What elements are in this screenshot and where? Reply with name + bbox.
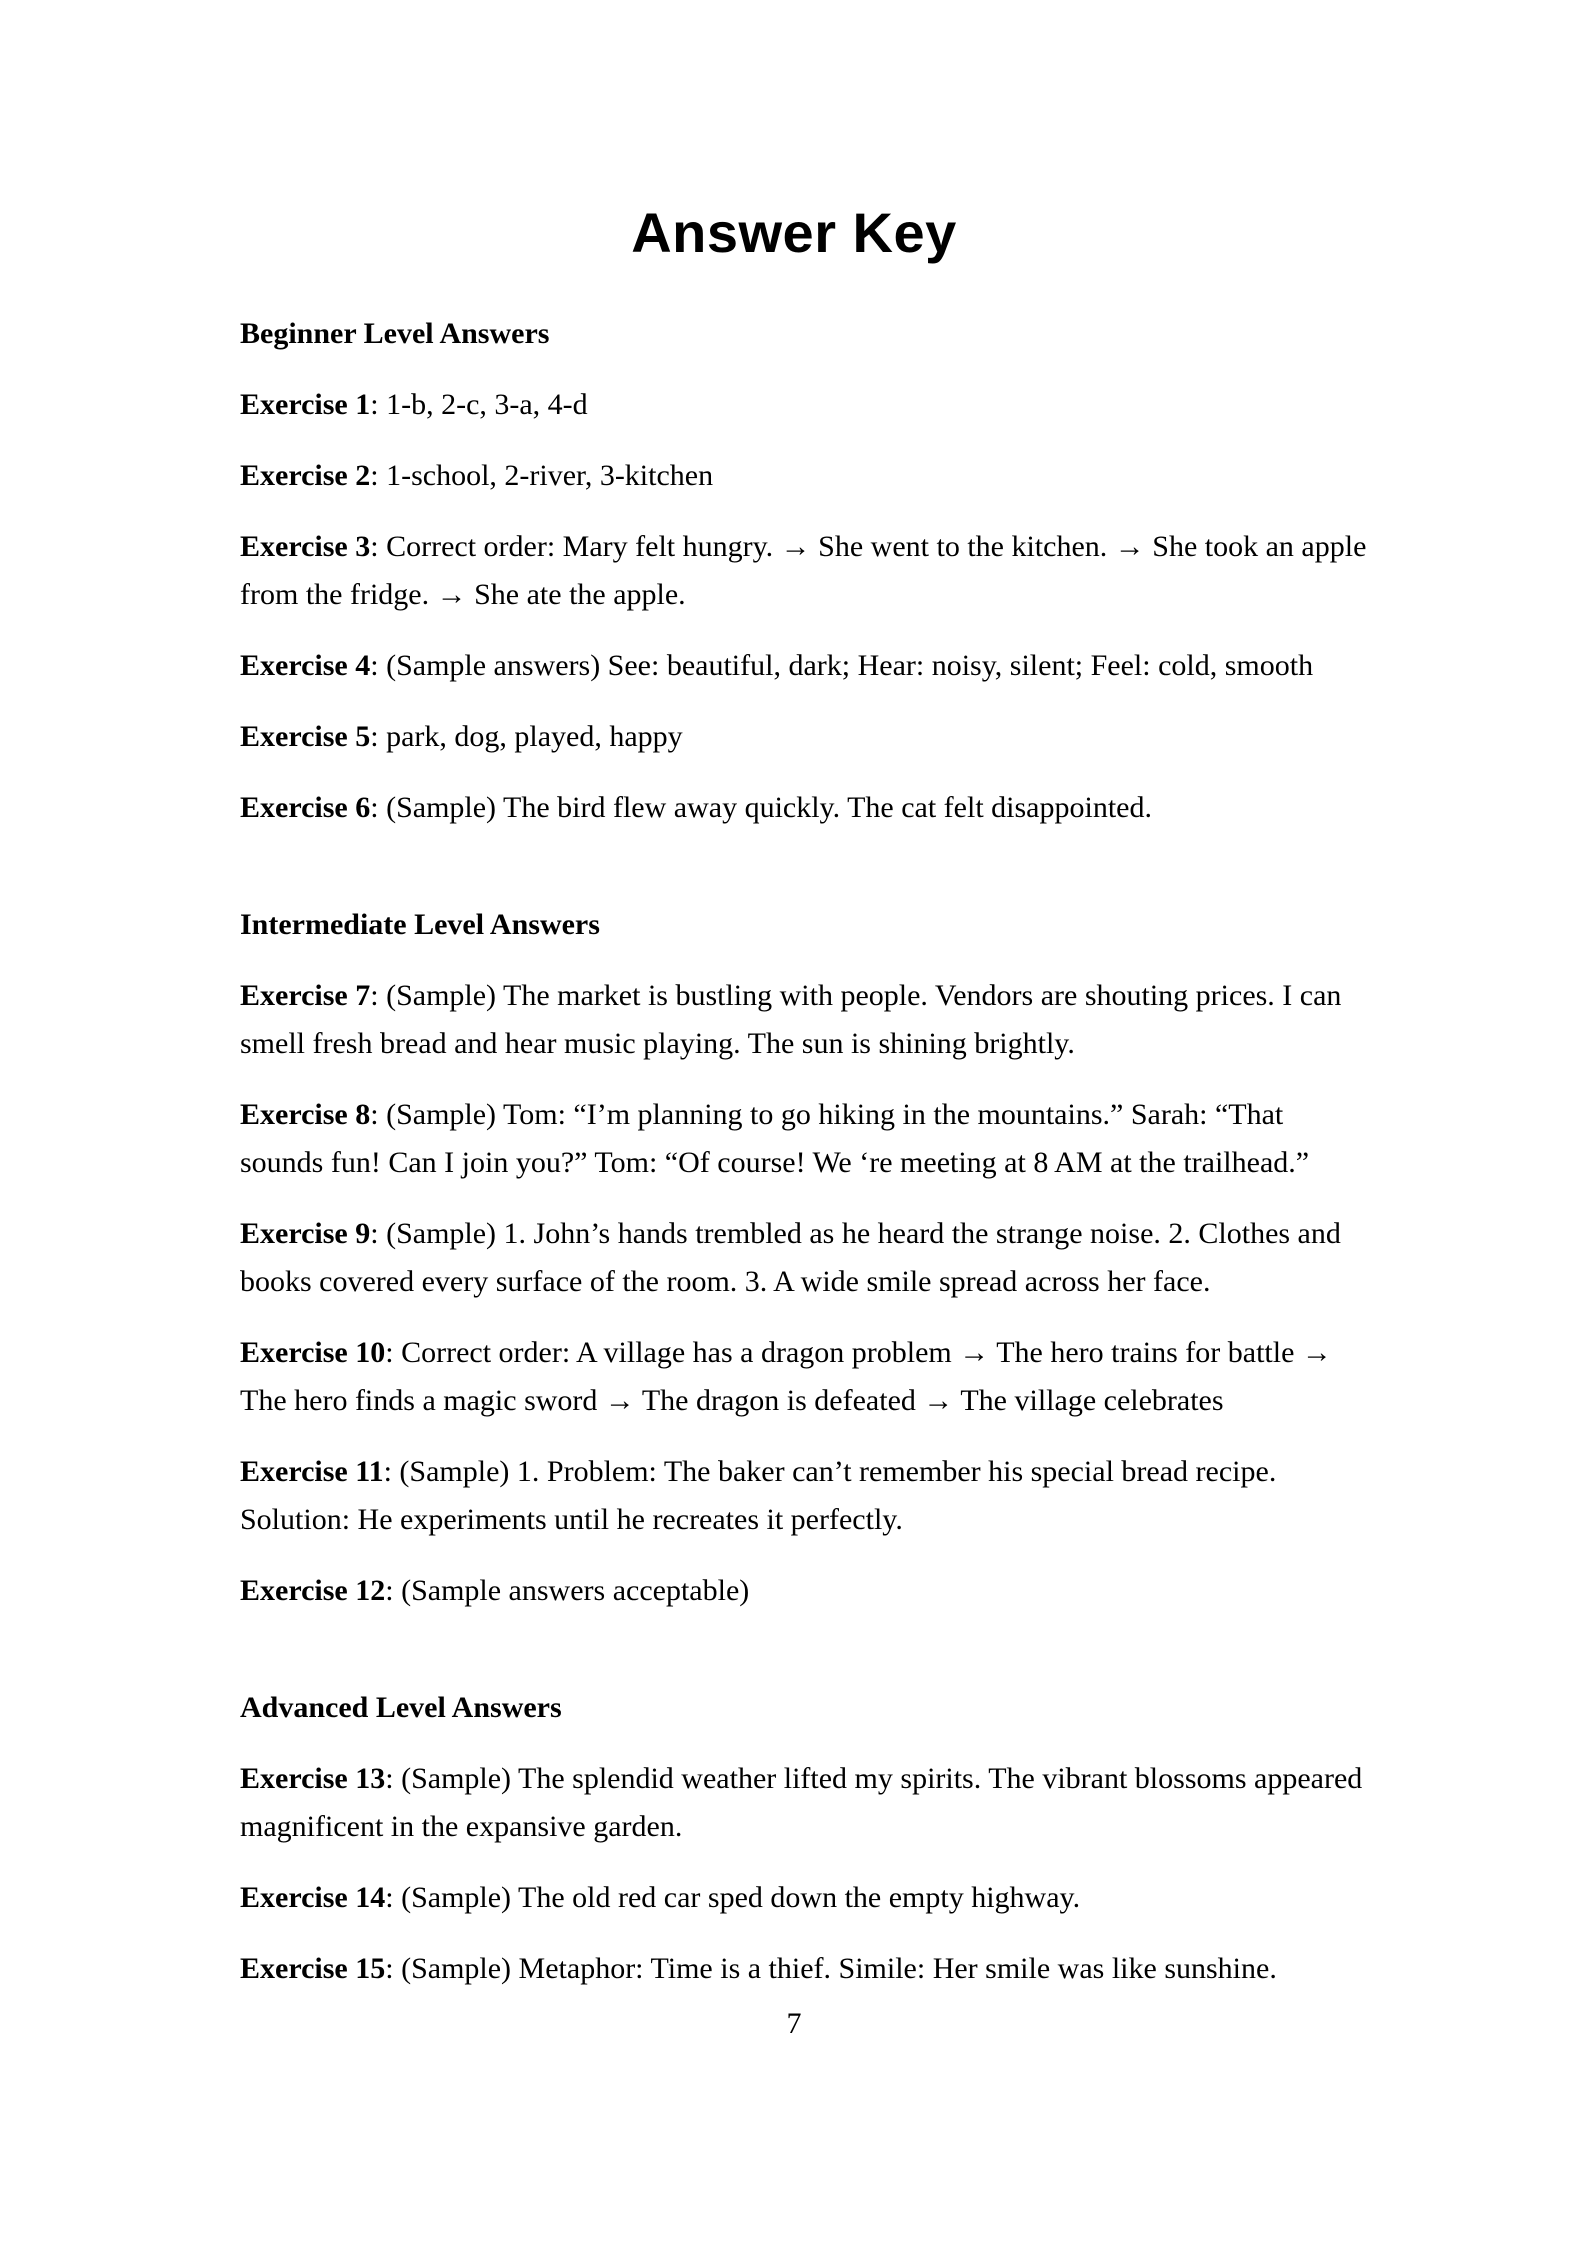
exercise-continuation-line: The hero finds a magic sword → The dragon is defeated → The village celebrates <box>240 1384 1224 1417</box>
section-heading: Intermediate Level Answers <box>240 908 600 941</box>
exercise-answer <box>240 1329 1348 1425</box>
exercise-first-line <box>240 1567 1348 1615</box>
exercise-answer <box>240 523 1367 619</box>
exercise-label: Exercise 4 <box>240 649 371 682</box>
exercise-continuation-line: from the fridge. → She ate the apple. <box>240 578 686 611</box>
exercise-first-line <box>240 381 1348 429</box>
exercise-label: Exercise 2 <box>240 459 371 492</box>
exercise-first-line <box>240 1091 1348 1139</box>
exercise-answer <box>240 381 1348 429</box>
exercise-text: : (Sample) The bird flew away quickly. The cat felt disappointed. <box>370 791 1152 824</box>
exercise-first-line <box>240 1448 1348 1496</box>
exercise-first-line <box>240 1329 1348 1377</box>
answer-section <box>240 1684 1363 1993</box>
exercise-label: Exercise 9 <box>240 1217 371 1250</box>
exercise-label: Exercise 10 <box>240 1336 386 1369</box>
exercise-answer <box>240 972 1348 1068</box>
exercise-first-line <box>240 972 1348 1020</box>
exercise-label: Exercise 11 <box>240 1455 384 1488</box>
exercise-answer <box>240 1874 1348 1922</box>
exercise-label: Exercise 13 <box>240 1762 386 1795</box>
exercise-answer <box>240 784 1348 832</box>
exercise-first-line <box>240 784 1348 832</box>
exercise-first-line <box>240 713 1348 761</box>
exercise-list <box>240 1755 1363 1993</box>
exercise-answer <box>240 713 1348 761</box>
page-title: Answer Key <box>631 201 957 264</box>
exercise-first-line <box>240 1210 1348 1258</box>
exercise-text: : Correct order: A village has a dragon problem → The hero trains for battle → <box>385 1336 1332 1369</box>
exercise-answer <box>240 1567 1348 1615</box>
exercise-first-line <box>240 452 1348 500</box>
exercise-text: : 1-b, 2-c, 3-a, 4-d <box>370 388 588 421</box>
section-heading: Advanced Level Answers <box>240 1691 562 1724</box>
exercise-label: Exercise 15 <box>240 1952 386 1985</box>
exercise-text: : (Sample answers) See: beautiful, dark; Hear: noisy, silent; Feel: cold, smooth <box>370 649 1314 682</box>
exercise-first-line <box>240 1945 1348 1993</box>
exercise-list <box>240 381 1367 832</box>
exercise-answer <box>240 1210 1348 1306</box>
answer-sections <box>240 310 1367 1993</box>
exercise-continuation-line: smell fresh bread and hear music playing. The sun is shining brightly. <box>240 1027 1075 1060</box>
exercise-answer <box>240 1448 1348 1544</box>
page-number: 7 <box>786 2007 802 2040</box>
exercise-text: : (Sample answers acceptable) <box>385 1574 750 1607</box>
exercise-text: : park, dog, played, happy <box>370 720 683 753</box>
exercise-text: : (Sample) The market is bustling with people. Vendors are shouting prices. I can <box>370 979 1342 1012</box>
exercise-text: : (Sample) The old red car sped down the empty highway. <box>385 1881 1081 1914</box>
exercise-label: Exercise 8 <box>240 1098 371 1131</box>
exercise-continuation-line: sounds fun! Can I join you?” Tom: “Of course! We ‘re meeting at 8 AM at the trailhead.” <box>240 1146 1310 1179</box>
exercise-answer <box>240 642 1348 690</box>
exercise-continuation-line: Solution: He experiments until he recreates it perfectly. <box>240 1503 903 1536</box>
exercise-label: Exercise 12 <box>240 1574 386 1607</box>
section-heading: Beginner Level Answers <box>240 317 550 350</box>
exercise-label: Exercise 7 <box>240 979 371 1012</box>
exercise-first-line <box>240 523 1367 571</box>
exercise-label: Exercise 5 <box>240 720 371 753</box>
exercise-first-line <box>240 642 1348 690</box>
answer-section <box>240 901 1348 1615</box>
exercise-label: Exercise 3 <box>240 530 371 563</box>
exercise-label: Exercise 6 <box>240 791 371 824</box>
exercise-answer <box>240 1945 1348 1993</box>
exercise-list <box>240 972 1348 1615</box>
exercise-answer <box>240 1755 1363 1851</box>
exercise-text: : (Sample) 1. Problem: The baker can’t remember his special bread recipe. <box>383 1455 1277 1488</box>
exercise-label: Exercise 14 <box>240 1881 386 1914</box>
answer-section <box>240 310 1367 832</box>
exercise-text: : (Sample) Metaphor: Time is a thief. Simile: Her smile was like sunshine. <box>385 1952 1277 1985</box>
exercise-text: : (Sample) Tom: “I’m planning to go hiking in the mountains.” Sarah: “That <box>370 1098 1284 1131</box>
exercise-text: : (Sample) 1. John’s hands trembled as he heard the strange noise. 2. Clothes and <box>370 1217 1341 1250</box>
exercise-answer <box>240 1091 1348 1187</box>
exercise-answer <box>240 452 1348 500</box>
exercise-text: : 1-school, 2-river, 3-kitchen <box>370 459 714 492</box>
exercise-continuation-line: books covered every surface of the room. 3. A wide smile spread across her face. <box>240 1265 1211 1298</box>
exercise-first-line <box>240 1755 1363 1803</box>
exercise-continuation-line: magnificent in the expansive garden. <box>240 1810 683 1843</box>
exercise-text: : Correct order: Mary felt hungry. → She went to the kitchen. → She took an apple <box>370 530 1367 563</box>
exercise-first-line <box>240 1874 1348 1922</box>
exercise-text: : (Sample) The splendid weather lifted my spirits. The vibrant blossoms appeared <box>385 1762 1363 1795</box>
exercise-label: Exercise 1 <box>240 388 371 421</box>
